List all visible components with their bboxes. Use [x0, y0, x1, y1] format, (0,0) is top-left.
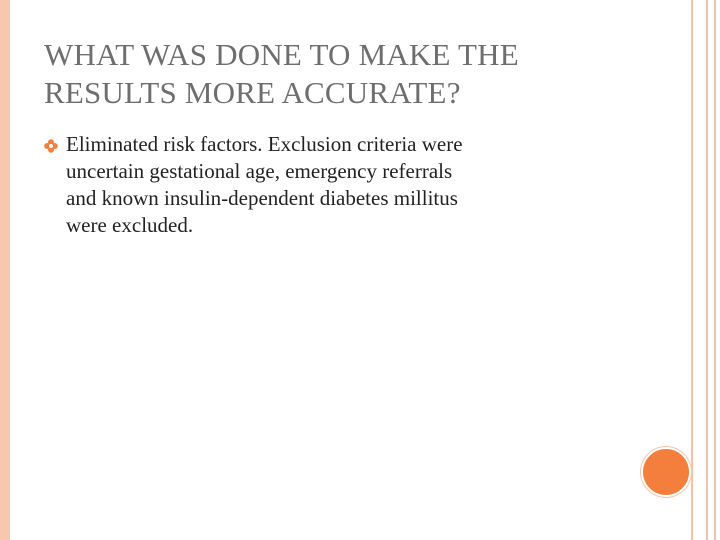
right-border-line-middle	[706, 0, 708, 540]
right-border-line-inner	[691, 0, 693, 540]
left-accent-bar	[0, 0, 10, 540]
slide-title-line: RESULTS MORE ACCURATE?	[44, 75, 461, 110]
bullet-text-line: Eliminated risk factors. Exclusion criteria were	[66, 132, 463, 156]
right-border-line-outer	[714, 0, 716, 540]
bullet-list	[44, 131, 624, 239]
bullet-text-line: and known insulin-dependent diabetes millitus	[66, 186, 458, 210]
orange-circle-decoration	[641, 447, 691, 497]
bullet-text-line: were excluded.	[66, 213, 194, 237]
slide-title-line: WHAT WAS DONE TO MAKE THE	[44, 37, 519, 72]
flower-bullet-icon	[44, 139, 58, 153]
bullet-text	[66, 131, 624, 239]
bullet-text-line: uncertain gestational age, emergency referrals	[66, 159, 453, 183]
bullet-item	[44, 131, 624, 239]
slide-title	[44, 36, 644, 112]
